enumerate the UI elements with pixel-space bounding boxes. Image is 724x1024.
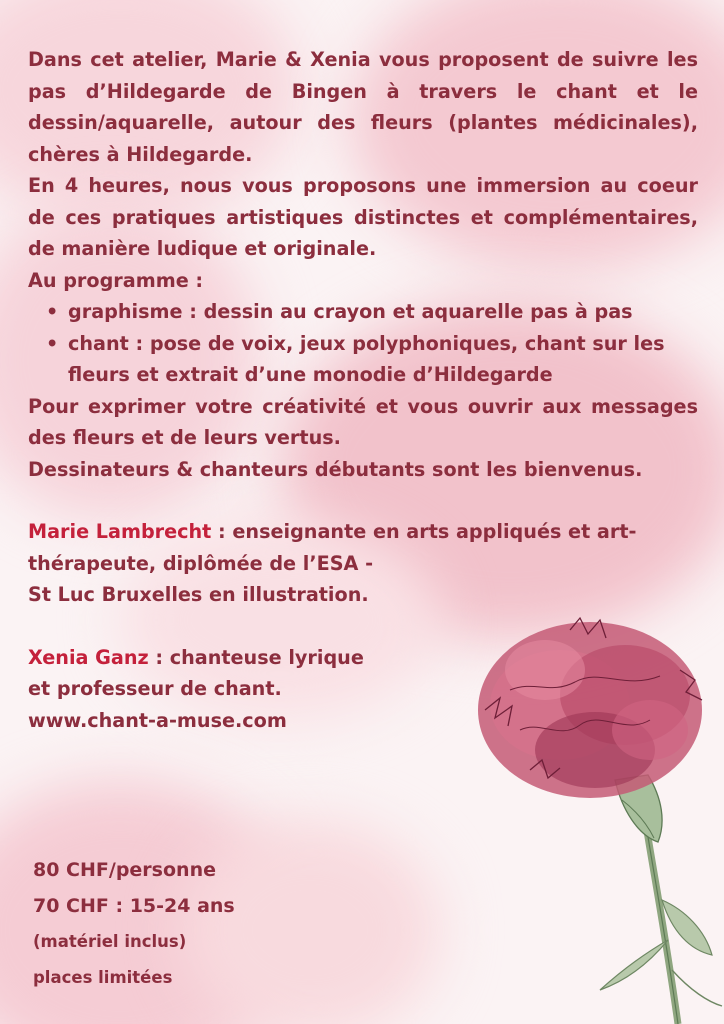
price-reduced: 70 CHF : 15-24 ans	[33, 895, 235, 917]
marie-bio-line3: St Luc Bruxelles en illustration.	[28, 583, 369, 606]
list-item-text: chant : pose de voix, jeux polyphoniques, chant sur les fleurs et extrait d’une monodie d’Hildegarde	[68, 331, 665, 386]
marie-name: Marie Lambrecht	[28, 520, 212, 543]
welcome-line: Dessinateurs & chanteurs débutants sont les bienvenus.	[28, 457, 643, 481]
website-link[interactable]: www.chant-a-muse.com	[28, 708, 287, 732]
xenia-name: Xenia Ganz	[28, 645, 149, 669]
programme-list	[28, 296, 698, 391]
xenia-bio-line1: : chanteuse lyrique	[148, 645, 364, 669]
bullet-icon: •	[46, 331, 59, 355]
intro-paragraph: Dans cet atelier, Marie & Xenia vous proposent de suivre les pas d’Hildegarde de Bingen à travers le chant et le dessin/aquarelle, autour des fleurs (plantes médicinales), chères à Hildegarde.	[28, 48, 698, 166]
material-included: (matériel inclus)	[33, 932, 187, 951]
creativity-paragraph: Pour exprimer votre créativité et vous ouvrir aux messages des fleurs et de leurs vertus.	[28, 394, 698, 449]
pricing-block	[33, 852, 235, 996]
carnation-illustration-icon	[450, 610, 724, 1024]
limited-places: places limitées	[33, 968, 173, 987]
immersion-paragraph: En 4 heures, nous vous proposons une immersion au coeur de ces pratiques artistiques distinctes et complémentaires, de manière ludique et originale.	[28, 174, 698, 260]
list-item	[46, 328, 698, 391]
xenia-bio-line2: et professeur de chant.	[28, 677, 282, 700]
programme-heading: Au programme :	[28, 268, 204, 292]
price-full: 80 CHF/personne	[33, 859, 216, 881]
list-item	[46, 296, 698, 328]
bullet-icon: •	[46, 300, 59, 323]
marie-bio-line2: thérapeute, diplômée de l’ESA -	[28, 551, 374, 575]
marie-bio	[28, 516, 698, 548]
marie-bio-line1: : enseignante en arts appliqués et art-	[211, 520, 637, 543]
list-item-text: graphisme : dessin au crayon et aquarelle pas à pas	[68, 300, 633, 323]
